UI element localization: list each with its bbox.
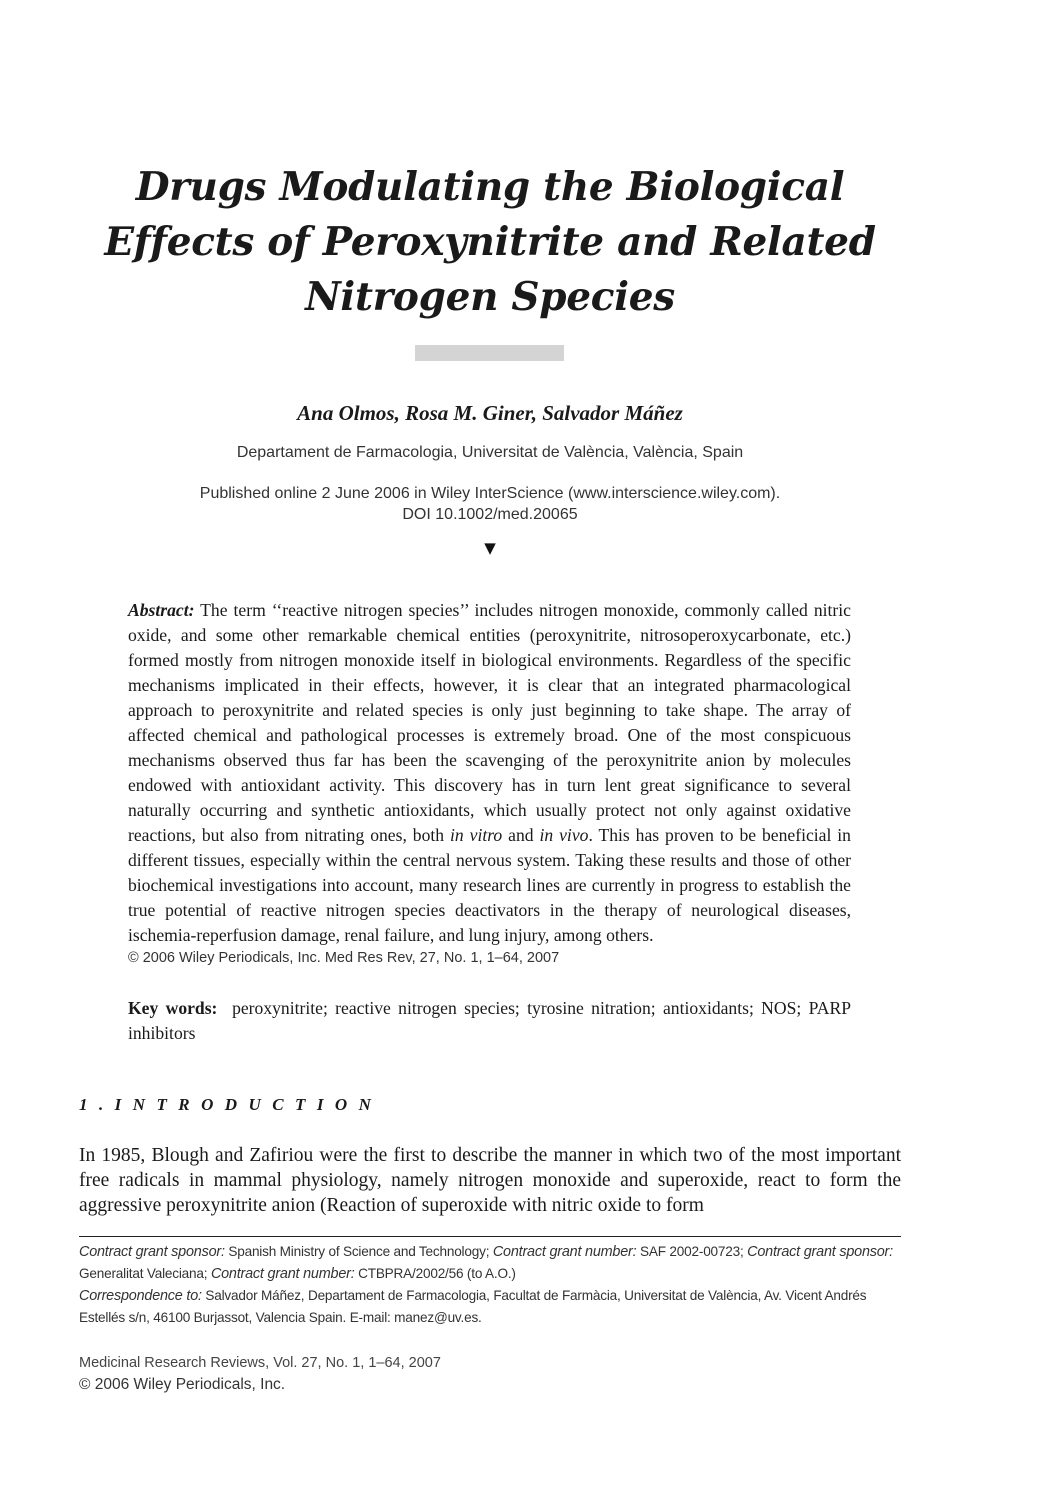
title-line-2: Effects of Peroxynitrite and Related [104,219,876,265]
number-1: SAF 2002-00723; [640,1244,744,1259]
abstract-text-1: The term ‘‘reactive nitrogen species’’ includes nitrogen monoxide, commonly called nitric oxide, and some other remarkable chemical entities (peroxynitrite, nitrosoperoxycarbonate, etc.) formed mostly from nitrogen monoxide itself in biological environments. Regardless of the specific mechanisms implicated in their effects, however, it is clear that an integrated pharmacological approach to peroxynitrite and related species is only just beginning to take shape. The array of affected chemical and pathological processes is extremely broad. One of the most conspicuous mechanisms observed thus far has been the scavenging of the peroxynitrite anion by molecules endowed with antioxidant activity. This discovery has in turn lent great significance to several naturally occurring and synthetic antioxidants, which usually protect not only against oxidative reactions, but also from nitrating ones, both [128,600,851,845]
number-label-1: Contract grant number: [492,1244,637,1260]
abstract-copyright: © 2006 Wiley Periodicals, Inc. Med Res Rev, 27, No. 1, 1–64, 2007 [128,950,560,966]
sponsor-label-1: Contract grant sponsor: [79,1244,225,1260]
title-line-1: Drugs Modulating the Biological [135,164,845,210]
journal-citation: Medicinal Research Reviews, Vol. 27, No. 1, 1–64, 2007 [79,1355,441,1371]
title-divider-bar [415,345,564,361]
sponsor-2: Generalitat Valeciana; [79,1266,208,1281]
footnote-rule [79,1236,901,1237]
keywords-label: Key words: [128,998,218,1018]
number-2: CTBPRA/2002/56 (to A.O.) [358,1266,516,1281]
publication-info [80,483,900,525]
abstract [128,598,851,948]
abstract-text-2: . This has proven to be beneficial in different tissues, especially within the central nervous system. Taking these results and those of other biochemical investigations into account, many research lines are currently in progress to establish the true potential of reactive nitrogen species deactivators in the therapy of neurological diseases, ischemia-reperfusion damage, renal failure, and lung injury, among others. [128,825,851,945]
number-label-2: Contract grant number: [210,1266,355,1282]
correspondence: Salvador Máñez, Departament de Farmacologia, Facultat de Farmàcia, Universitat de València, Av. Vicent Andrés Estellés s/n, 46100 Burjassot, Valencia Spain. E-mail: manez@uv.es. [79,1288,867,1325]
correspondence-label: Correspondence to: [79,1288,202,1304]
title-line-3: Nitrogen Species [305,274,675,320]
publication-line: Published online 2 June 2006 in Wiley InterScience (www.interscience.wiley.com). [199,485,781,502]
abstract-in-vitro: in vitro [450,825,503,845]
keywords-text: peroxynitrite; reactive nitrogen species; tyrosine nitration; antioxidants; NOS; PARP inhibitors [128,998,851,1043]
section-heading: 1 . I N T R O D U C T I O N [79,1095,375,1114]
abstract-label: Abstract: [128,600,195,620]
affiliation: Departament de Farmacologia, Universitat de València, València, Spain [236,444,744,461]
footer-copyright: © 2006 Wiley Periodicals, Inc. [79,1376,286,1393]
keywords [128,996,851,1046]
sponsor-1: Spanish Ministry of Science and Technology; [228,1244,490,1259]
abstract-and: and [508,825,534,845]
paper-title [80,160,900,325]
down-triangle-icon: ▼ [484,539,496,557]
intro-paragraph: In 1985, Blough and Zafiriou were the first to describe the manner in which two of the most important free radicals in mammal physiology, namely nitrogen monoxide and superoxide, react to form the aggressive peroxynitrite anion (Reaction of superoxide with nitric oxide to form [79,1145,901,1216]
abstract-in-vivo: in vivo [539,825,589,845]
sponsor-label-2: Contract grant sponsor: [747,1244,893,1260]
footnotes [79,1241,901,1328]
author-list: Ana Olmos, Rosa M. Giner, Salvador Máñez [297,401,683,425]
doi: DOI 10.1002/med.20065 [402,506,578,523]
